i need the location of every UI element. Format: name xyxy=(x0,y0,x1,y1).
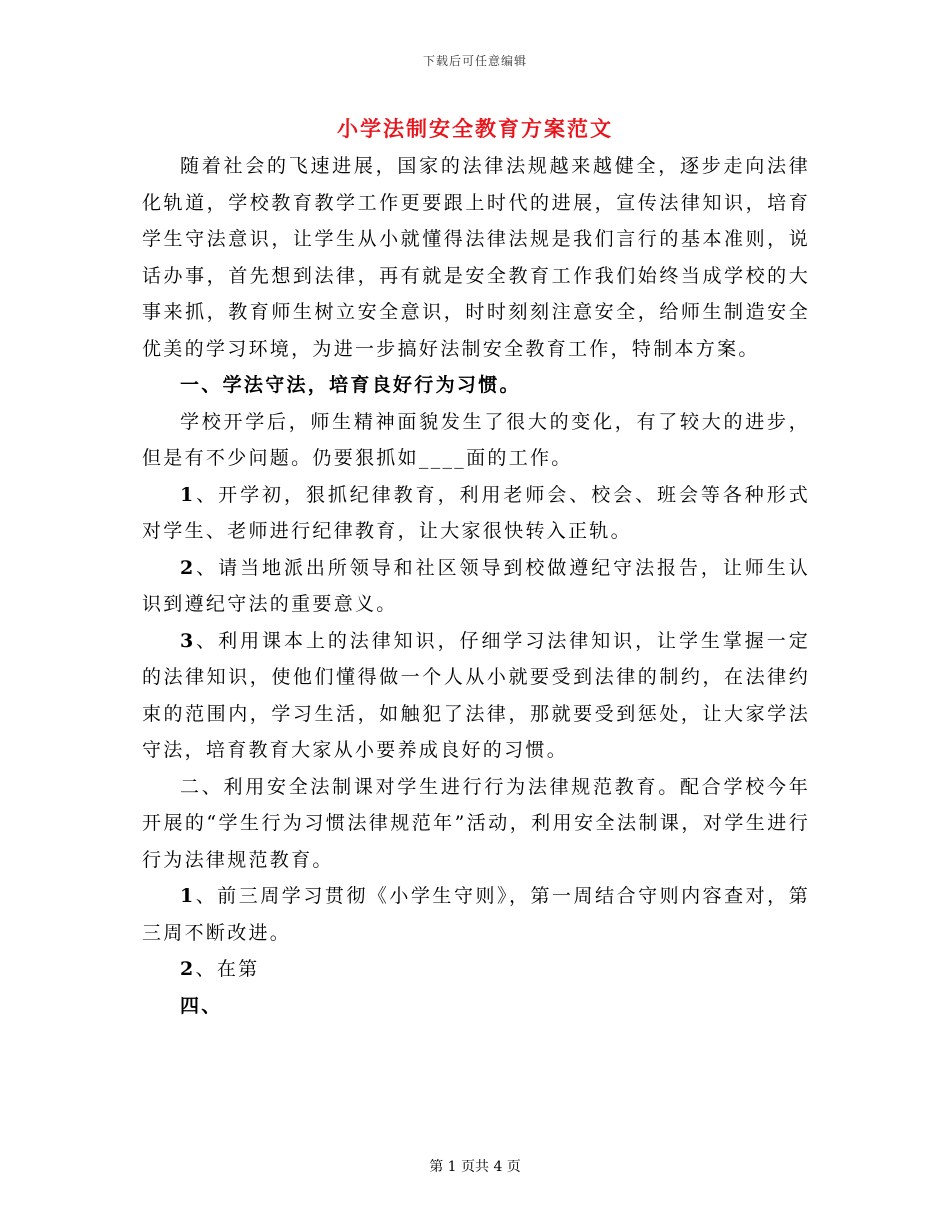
document-body xyxy=(142,148,810,1024)
list-item-number: 1 xyxy=(180,885,196,907)
page-number-indicator: 第 1 页共 4 页 xyxy=(429,1159,521,1175)
list-item-number: 2 xyxy=(180,958,196,980)
list-item-2 xyxy=(142,550,810,623)
document-title: 小学法制安全教育方案范文 xyxy=(337,116,613,141)
section-heading-4: 四、 xyxy=(180,994,223,1017)
list-item-number: 2 xyxy=(180,556,196,579)
list-item-4 xyxy=(142,878,810,951)
page-header-note: 下载后可任意编辑 xyxy=(422,54,527,68)
list-item-1 xyxy=(142,477,810,550)
list-item-text: 、在第 xyxy=(195,958,260,980)
paragraph-intro: 随着社会的飞速进展，国家的法律法规越来越健全，逐步走向法律化轨道，学校教育教学工作更要跟上时代的进展，宣传法律知识，培育学生守法意识，让学生从小就懂得法律法规是我们言行的基本准则，说话办事，首先想到法律，再有就是安全教育工作我们始终当成学校的大事来抓，教育师生树立安全意识，时时刻刻注意安全，给师生制造安全优美的学习环境，为进一步搞好法制安全教育工作，特制本方案。 xyxy=(142,155,810,360)
list-item-text: 、前三周学习贯彻《小学生守则》，第一周结合守则内容查对，第三周不断改进。 xyxy=(142,885,810,944)
section-heading-1: 一、学法守法，培育良好行为习惯。 xyxy=(180,374,521,396)
list-item-number: 3 xyxy=(180,629,196,652)
list-item-3 xyxy=(142,623,810,769)
list-item-number: 1 xyxy=(180,483,196,506)
list-item-text: 、请当地派出所领导和社区领导到校做遵纪守法报告，让师生认识到遵纪守法的重要意义。 xyxy=(142,556,810,615)
paragraph-section-2: 二、利用安全法制课对学生进行行为法律规范教育。配合学校今年开展的“学生行为习惯法律规范年”活动，利用安全法制课，对学生进行行为法律规范教育。 xyxy=(142,775,810,871)
list-item-text: 、开学初，狠抓纪律教育，利用老师会、校会、班会等各种形式对学生、老师进行纪律教育，让大家很快转入正轨。 xyxy=(142,483,810,542)
list-item-text: 、利用课本上的法律知识，仔细学习法律知识，让学生掌握一定的法律知识，使他们懂得做一个人从小就要受到法律的制约，在法律约束的范围内，学习生活，如触犯了法律，那就要受到惩处，让大家学法守法，培育教育大家从小要养成良好的习惯。 xyxy=(142,629,810,761)
paragraph-section-1-intro: 学校开学后，师生精神面貌发生了很大的变化，有了较大的进步，但是有不少问题。仍要狠抓如____面的工作。 xyxy=(142,410,810,469)
list-item-5 xyxy=(142,951,810,988)
